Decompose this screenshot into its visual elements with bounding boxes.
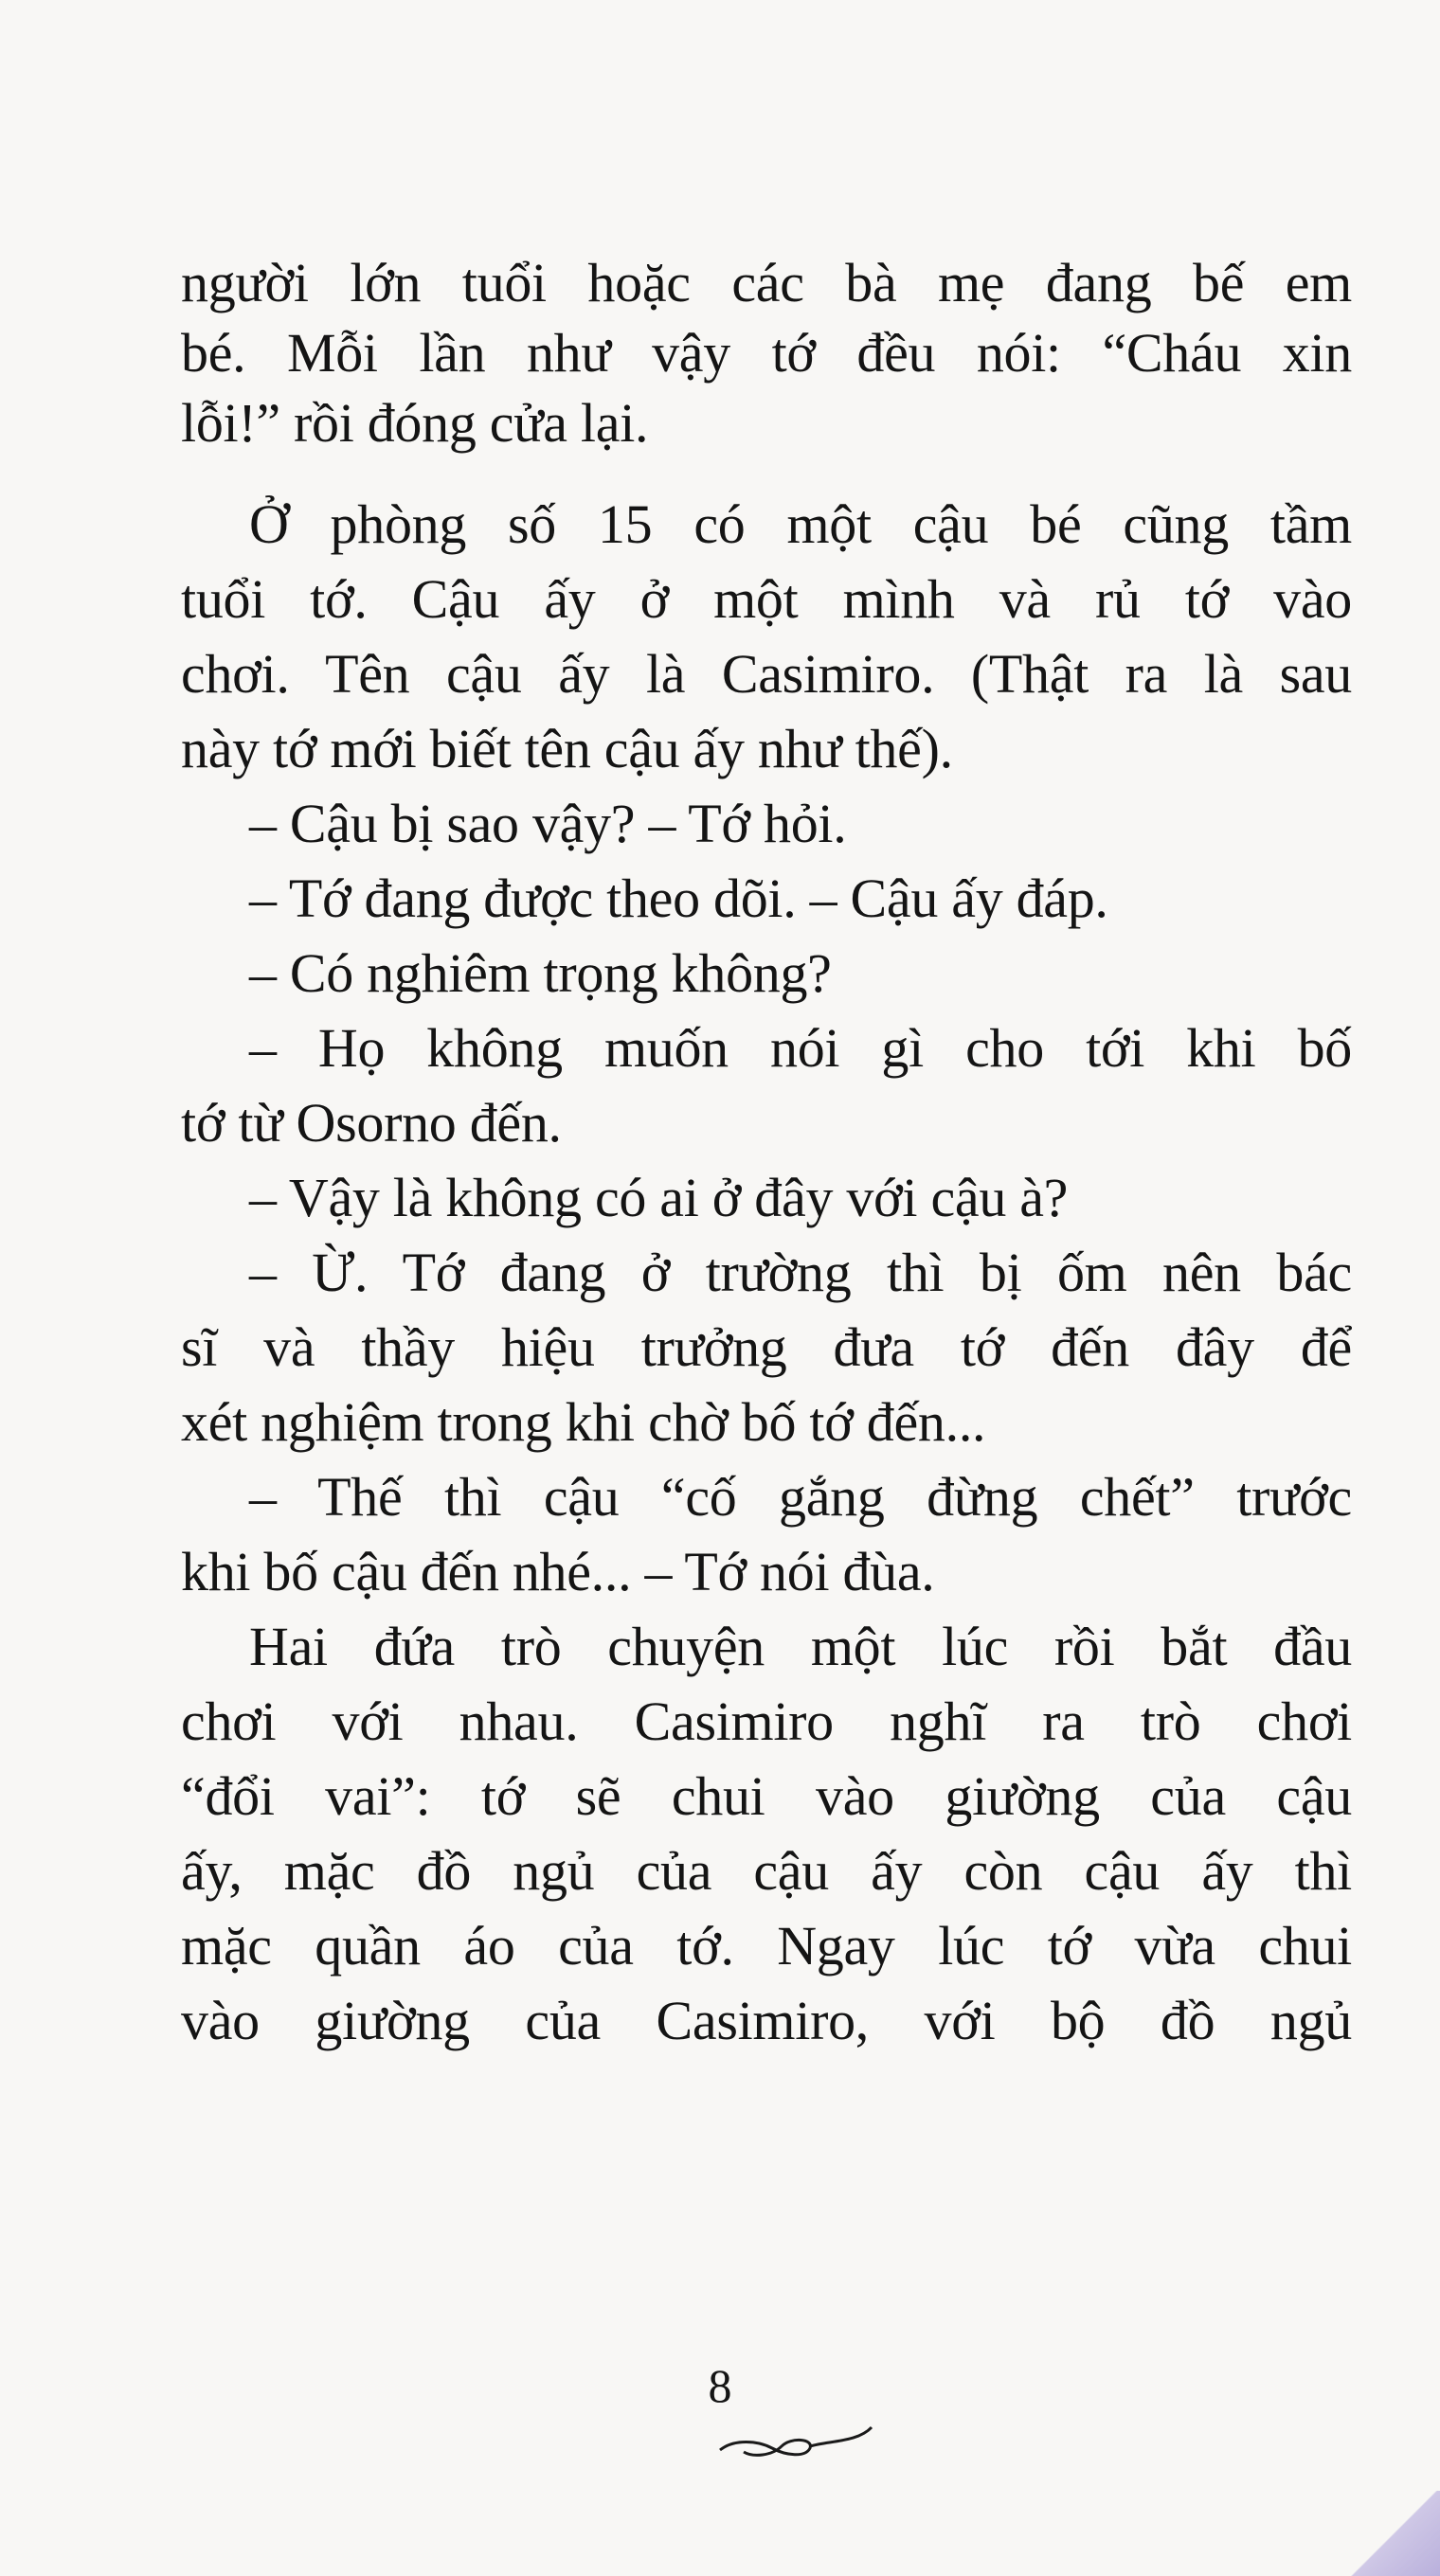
flourish-ornament-icon <box>715 2420 876 2462</box>
text-line: – Cậu bị sao vậy? – Tớ hỏi. <box>249 793 847 854</box>
text-line: người lớn tuổi hoặc các bà mẹ đang bế em <box>181 252 1352 313</box>
text-line: tuổi tớ. Cậu ấy ở một mình và rủ tớ vào <box>181 568 1352 630</box>
text-line: xét nghiệm trong khi chờ bố tớ đến... <box>181 1391 986 1453</box>
dialogue-line <box>181 1011 1352 1160</box>
dialogue-line <box>181 936 1352 1011</box>
body-text <box>181 248 1352 2058</box>
scan-edge <box>1326 2491 1440 2576</box>
text-line: – Ừ. Tớ đang ở trường thì bị ốm nên bác <box>249 1242 1352 1303</box>
text-line: này tớ mới biết tên cậu ấy như thế). <box>181 718 953 779</box>
dialogue-line <box>181 1235 1352 1459</box>
dialogue-line <box>181 1160 1352 1235</box>
text-line: lỗi!” rồi đóng cửa lại. <box>181 392 649 454</box>
paragraph <box>181 248 1352 458</box>
paragraph <box>181 1609 1352 2058</box>
text-line: sĩ và thầy hiệu trưởng đưa tớ đến đây để <box>181 1316 1352 1378</box>
paragraph <box>181 487 1352 786</box>
text-line: – Có nghiêm trọng không? <box>249 942 832 1004</box>
text-line: tớ từ Osorno đến. <box>181 1092 562 1154</box>
dialogue-line <box>181 786 1352 861</box>
dialogue-line <box>181 1459 1352 1609</box>
text-line: Ở phòng số 15 có một cậu bé cũng tầm <box>249 493 1352 555</box>
text-line: chơi với nhau. Casimiro nghĩ ra trò chơi <box>181 1690 1352 1752</box>
text-line: khi bố cậu đến nhé... – Tớ nói đùa. <box>181 1541 935 1602</box>
dialogue-line <box>181 861 1352 936</box>
text-line: ấy, mặc đồ ngủ của cậu ấy còn cậu ấy thì <box>181 1840 1352 1902</box>
text-line: mặc quần áo của tớ. Ngay lúc tớ vừa chui <box>181 1915 1352 1977</box>
text-line: – Thế thì cậu “cố gắng đừng chết” trước <box>249 1466 1352 1528</box>
text-line: – Tớ đang được theo dõi. – Cậu ấy đáp. <box>249 868 1108 929</box>
text-line: – Họ không muốn nói gì cho tới khi bố <box>249 1017 1352 1079</box>
text-line: bé. Mỗi lần như vậy tớ đều nói: “Cháu xin <box>181 322 1352 384</box>
text-line: chơi. Tên cậu ấy là Casimiro. (Thật ra là sau <box>181 643 1352 705</box>
text-line: Hai đứa trò chuyện một lúc rồi bắt đầu <box>249 1616 1352 1677</box>
text-line: “đổi vai”: tớ sẽ chui vào giường của cậu <box>181 1765 1352 1827</box>
text-line: vào giường của Casimiro, với bộ đồ ngủ <box>181 1990 1352 2051</box>
page-number: 8 <box>708 2359 732 2412</box>
text-line: – Vậy là không có ai ở đây với cậu à? <box>249 1167 1069 1228</box>
